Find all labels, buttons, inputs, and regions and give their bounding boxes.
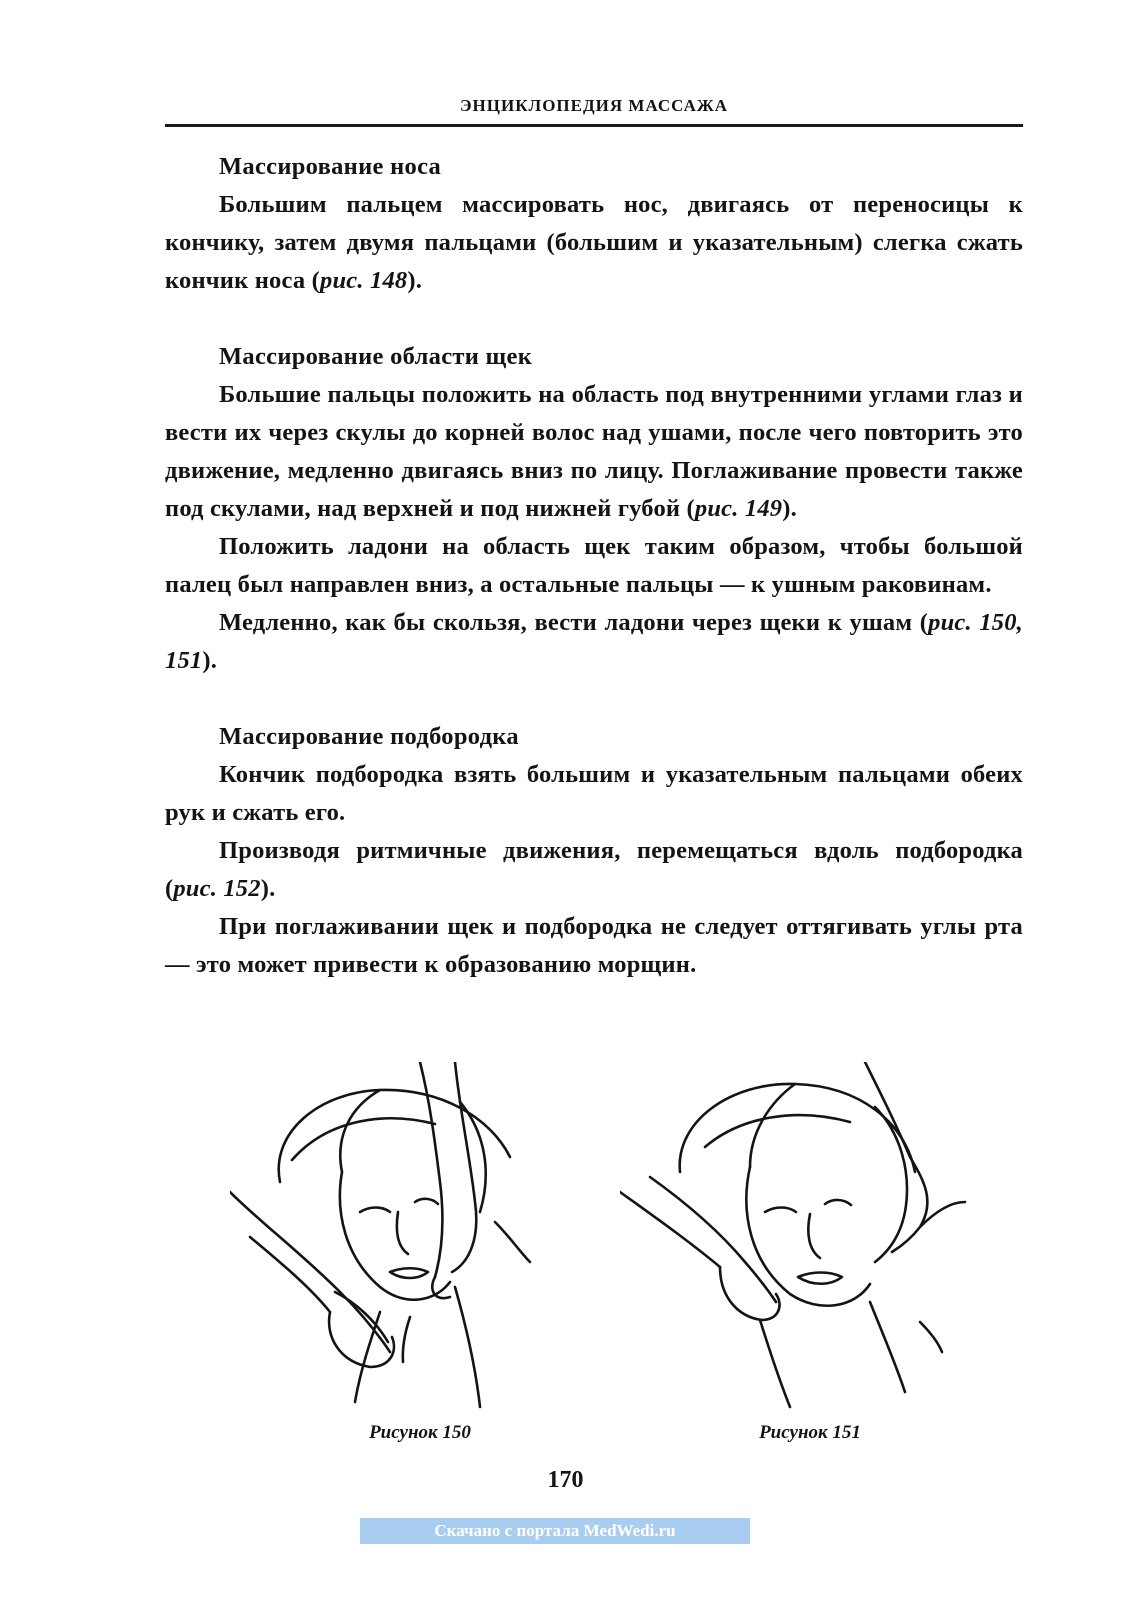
section-chin-massage bbox=[165, 718, 1023, 984]
section-heading: Массирование носа bbox=[219, 153, 442, 180]
paragraph-text: Кончик подбородка взять большим и указательным пальцами обеих рук и сжать его. bbox=[165, 761, 1023, 826]
paragraph bbox=[165, 832, 1023, 908]
paragraph-text: При поглаживании щек и подбородка не следует оттягивать углы рта — это может привести к образованию морщин. bbox=[165, 913, 1023, 978]
face-massage-illustration-icon bbox=[620, 1062, 1000, 1412]
figures-row bbox=[165, 1062, 1023, 1462]
figure-caption: Рисунок 151 bbox=[759, 1422, 861, 1443]
figure-150 bbox=[230, 1062, 610, 1462]
paragraph bbox=[165, 376, 1023, 528]
face-massage-illustration-icon bbox=[230, 1062, 610, 1412]
paragraph-text: Положить ладони на область щек таким образом, чтобы большой палец был направлен вниз, а остальные пальцы — к ушным раковинам. bbox=[165, 533, 1023, 598]
page-content bbox=[165, 148, 1023, 984]
figure-reference: рис. 152 bbox=[173, 875, 261, 902]
header-rule bbox=[165, 124, 1023, 127]
paragraph-tail: ). bbox=[782, 495, 797, 522]
watermark-banner: Скачано с портала MedWedi.ru bbox=[360, 1518, 750, 1544]
paragraph bbox=[165, 908, 1023, 984]
figure-reference: рис. 148 bbox=[320, 267, 408, 294]
paragraph bbox=[165, 528, 1023, 604]
paragraph-tail: ). bbox=[202, 647, 218, 674]
figure-reference: рис. 149 bbox=[694, 495, 783, 522]
page-number: 170 bbox=[547, 1467, 584, 1493]
paragraph bbox=[165, 186, 1023, 300]
figure-reference: рис. 150, 151 bbox=[165, 609, 1024, 674]
paragraph-text: Медленно, как бы скользя, вести ладони через щеки к ушам ( bbox=[219, 609, 929, 636]
paragraph bbox=[165, 756, 1023, 832]
section-heading: Массирование области щек bbox=[219, 343, 533, 370]
figure-caption: Рисунок 150 bbox=[369, 1422, 471, 1443]
section-nose-massage bbox=[165, 148, 1023, 300]
section-cheek-massage bbox=[165, 338, 1023, 680]
figure-151 bbox=[620, 1062, 1000, 1462]
section-heading: Массирование подбородка bbox=[219, 723, 519, 750]
paragraph-tail: ). bbox=[407, 267, 423, 294]
paragraph-text: Производя ритмичные движения, перемещаться вдоль подбородка ( bbox=[165, 837, 1023, 902]
running-title: ЭНЦИКЛОПЕДИЯ МАССАЖА bbox=[460, 96, 728, 115]
paragraph bbox=[165, 604, 1023, 680]
paragraph-tail: ). bbox=[260, 875, 276, 902]
paragraph-text: Большим пальцем массировать нос, двигаясь от переносицы к кончику, затем двумя пальцами (большим и указательным) слегка сжать кончик носа ( bbox=[165, 191, 1023, 294]
paragraph-text: Большие пальцы положить на область под внутренними углами глаз и вести их через скулы до корней волос над ушами, после чего повторить это движение, медленно двигаясь вниз по лицу. Поглаживание провести также под скулами, над верхней и под нижней губой ( bbox=[165, 381, 1023, 522]
